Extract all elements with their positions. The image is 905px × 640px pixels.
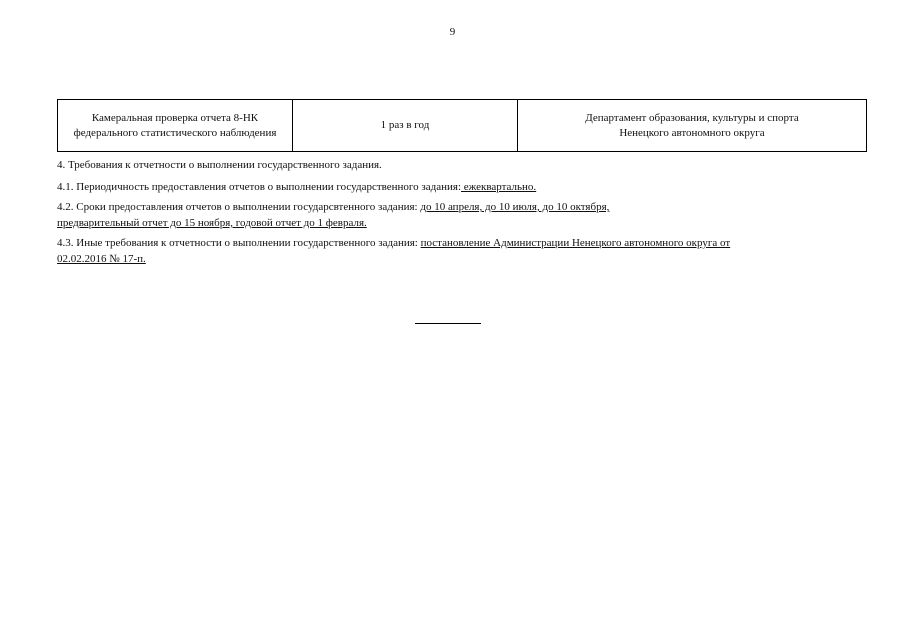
report-table (57, 99, 867, 152)
activity-line-2: федерального статистического наблюдения (73, 126, 277, 139)
paragraph-4-1-label: 4.1. Периодичность предоставления отчетов о выполнении государственного задания: (57, 181, 462, 193)
activity-line-1: Камеральная проверка отчета 8-НК (91, 111, 259, 124)
paragraph-4-2-value-line-2: предварительный отчет до 15 ноября, годовой отчет до 1 февраля. (57, 217, 367, 229)
agency-line-1: Департамент образования, культуры и спорта (585, 111, 799, 124)
paragraph-4-2-label: 4.2. Сроки предоставления отчетов о выполнении государсвтенного задания: (57, 201, 421, 213)
agency-line-2: Ненецкого автономного округа (619, 126, 765, 139)
paragraph-4-1-value: ежеквартально. (461, 181, 537, 193)
paragraph-4-3-value-line-2: 02.02.2016 № 17-п. (57, 253, 146, 265)
paragraph-4-3-label: 4.3. Иные требования к отчетности о выполнении государственного задания: (57, 237, 421, 249)
paragraph-4-2-value-line-1: до 10 апреля, до 10 июля, до 10 октября, (420, 201, 610, 213)
paragraph-4-2 (57, 199, 847, 231)
paragraph-4-3 (57, 235, 847, 267)
section-4-title: 4. Требования к отчетности о выполнении государственного задания. (57, 159, 382, 171)
paragraph-4-1 (57, 179, 847, 195)
page-number: 9 (449, 26, 456, 38)
table-row (58, 100, 867, 152)
frequency-text: 1 раз в год (380, 119, 430, 131)
paragraph-4-3-value-line-1: постановление Администрации Ненецкого автономного округа от (420, 237, 731, 249)
frequency-cell (293, 100, 518, 152)
agency-cell (518, 100, 867, 152)
activity-cell (58, 100, 293, 152)
closing-divider (415, 323, 481, 324)
